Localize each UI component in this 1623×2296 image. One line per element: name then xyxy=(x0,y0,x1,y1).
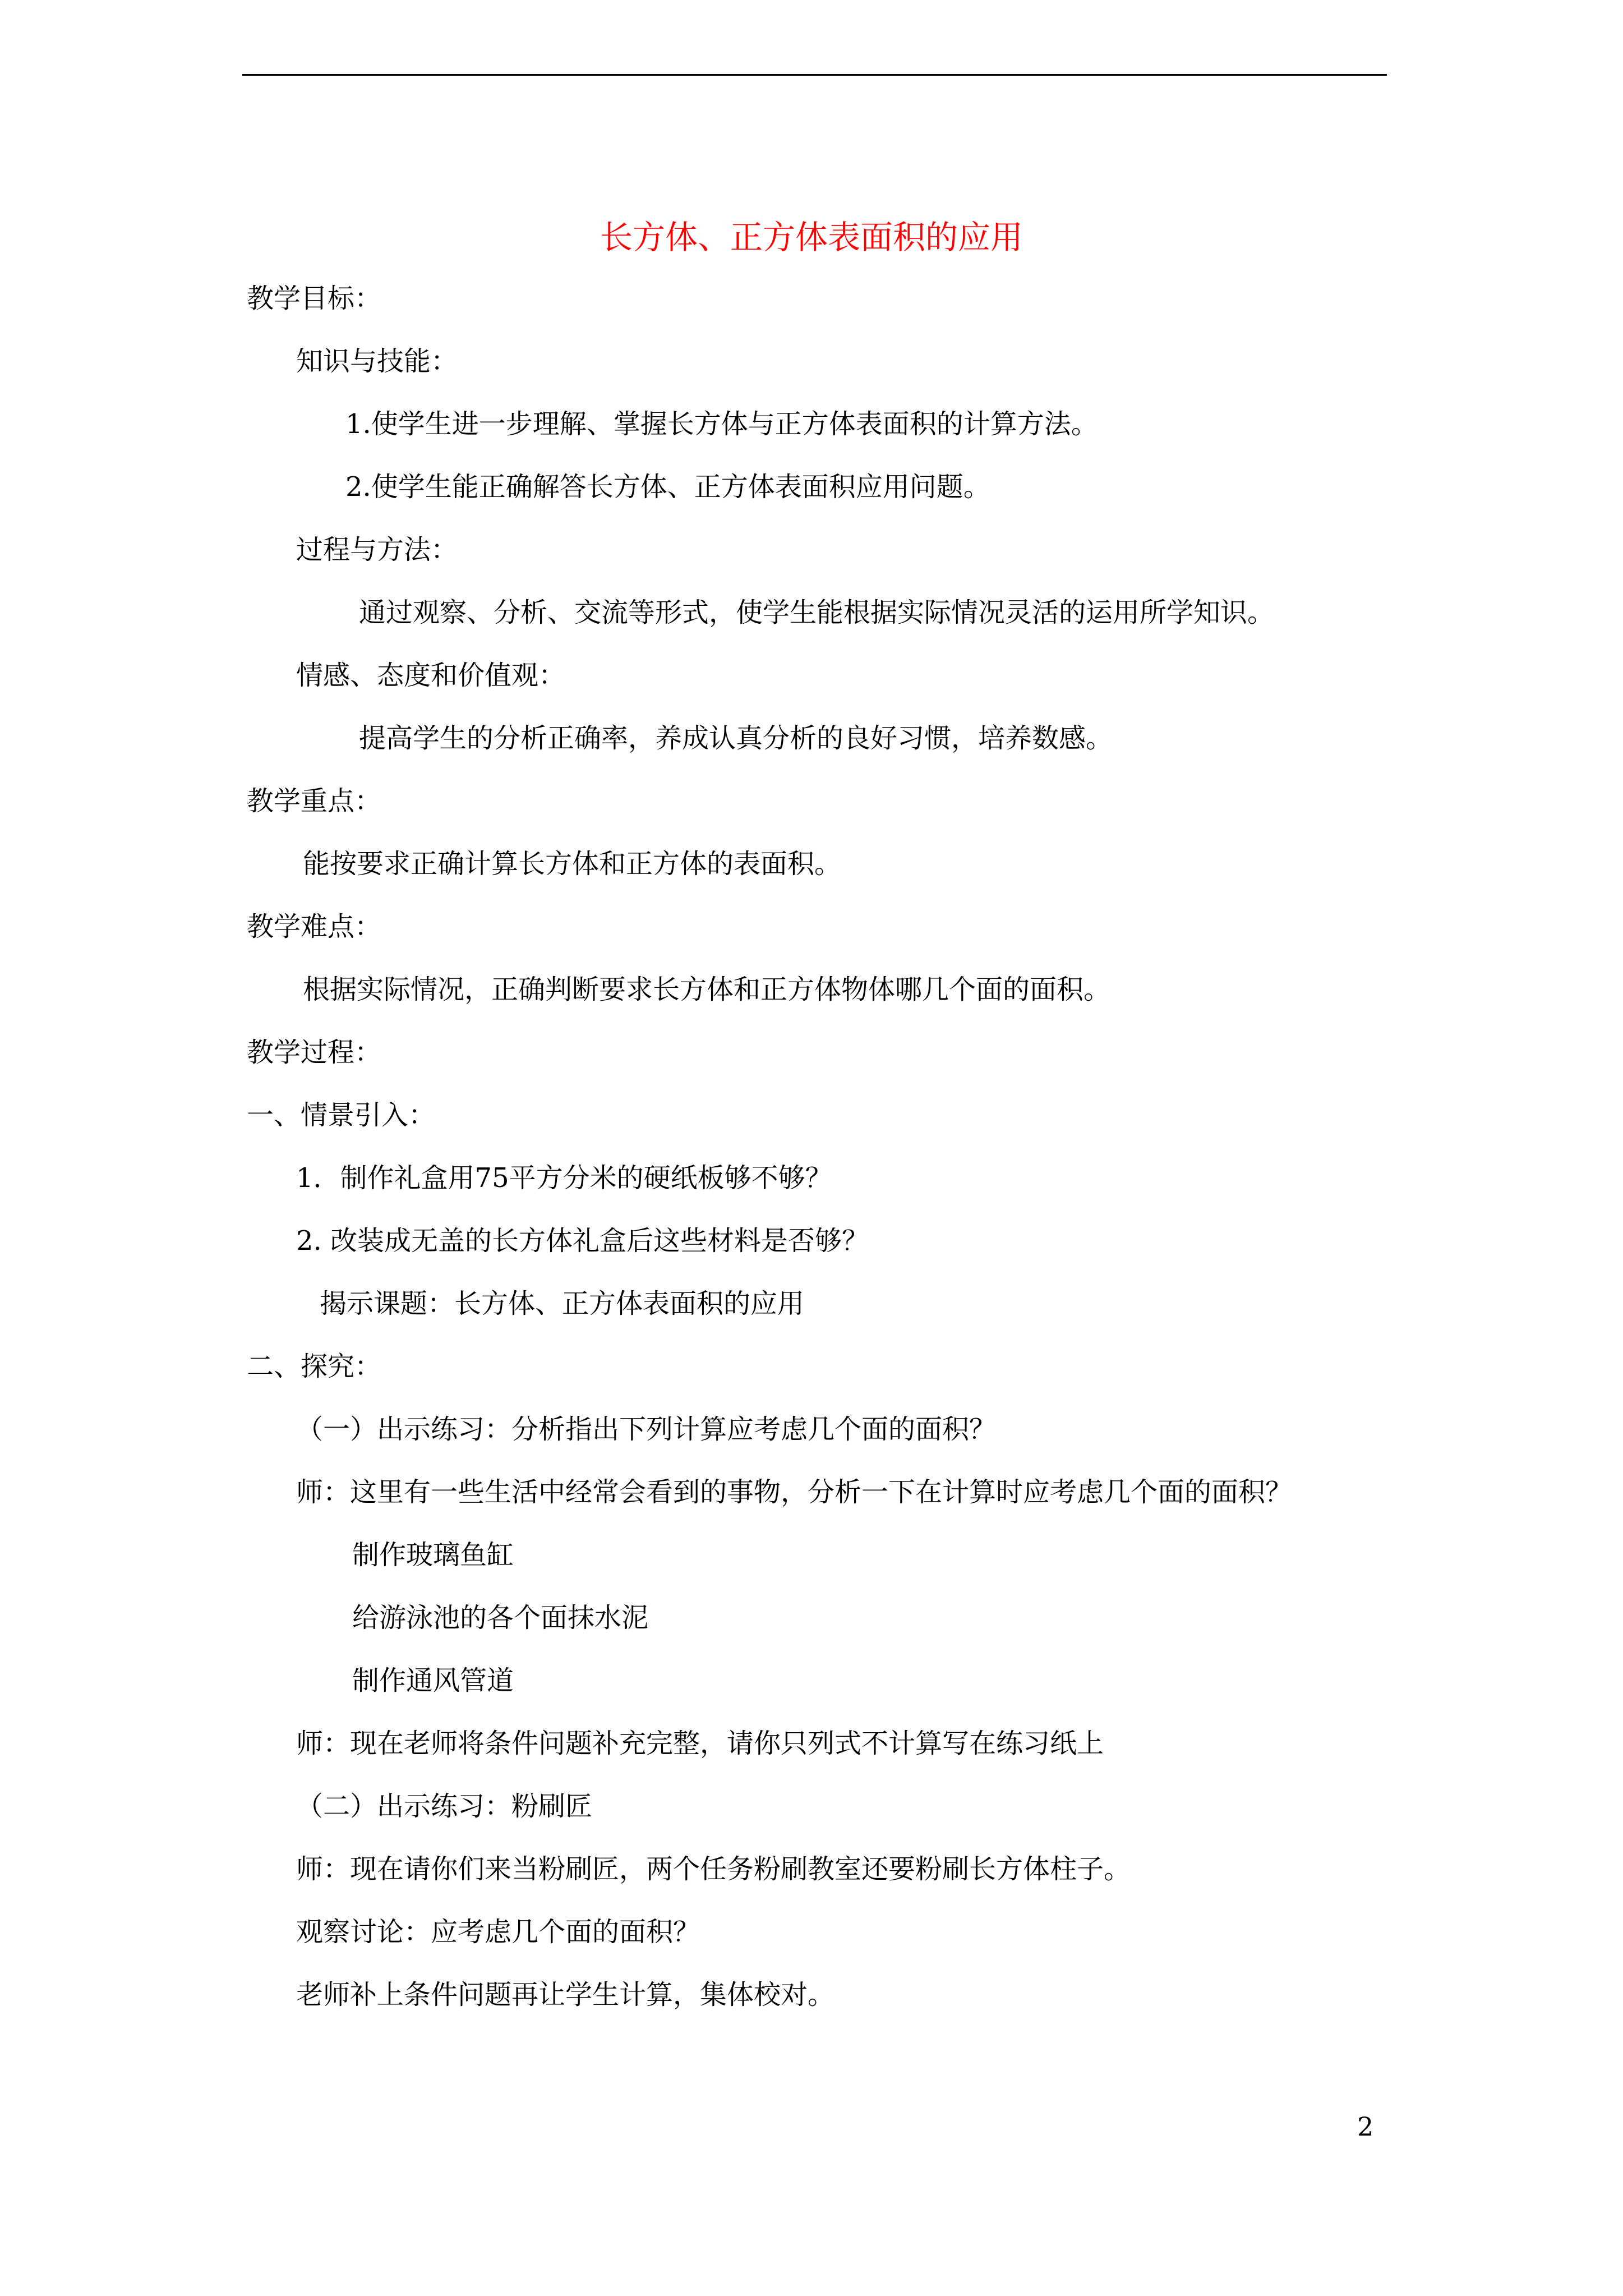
header-rule xyxy=(242,74,1387,76)
section-heading-difficulty: 教学难点： xyxy=(247,911,382,942)
objective-item-2: 2.使学生能正确解答长方体、正方体表面积应用问题。 xyxy=(345,471,990,503)
discussion-prompt: 观察讨论：应考虑几个面的面积？ xyxy=(296,1916,700,1948)
subheading-knowledge: 知识与技能： xyxy=(296,346,458,377)
exercise-one-heading: （一）出示练习：分析指出下列计算应考虑几个面的面积？ xyxy=(296,1414,997,1445)
section-heading-key-point: 教学重点： xyxy=(247,785,382,817)
part-one-heading: 一、情景引入： xyxy=(247,1099,436,1131)
page-number: 2 xyxy=(1357,2111,1374,2142)
teacher-prompt-3: 师：现在请你们来当粉刷匠，两个任务粉刷教室还要粉刷长方体柱子。 xyxy=(296,1853,1131,1885)
section-heading-objectives: 教学目标： xyxy=(247,283,382,314)
teacher-action: 老师补上条件问题再让学生计算，集体校对。 xyxy=(296,1979,835,2010)
subheading-attitude: 情感、态度和价值观： xyxy=(296,660,566,691)
objective-item-1: 1.使学生进一步理解、掌握长方体与正方体表面积的计算方法。 xyxy=(345,408,1098,440)
section-heading-process: 教学过程： xyxy=(247,1037,382,1068)
intro-question-1: 1．制作礼盒用75平方分米的硬纸板够不够？ xyxy=(296,1162,832,1194)
exercise-two-heading: （二）出示练习：粉刷匠 xyxy=(296,1791,593,1822)
teacher-prompt-2: 师：现在老师将条件问题补充完整，请你只列式不计算写在练习纸上 xyxy=(296,1728,1104,1759)
intro-question-2: 2. 改装成无盖的长方体礼盒后这些材料是否够？ xyxy=(296,1225,869,1257)
example-item-fish-tank: 制作玻璃鱼缸 xyxy=(352,1539,514,1571)
example-item-pool: 给游泳池的各个面抹水泥 xyxy=(352,1602,649,1634)
process-text: 通过观察、分析、交流等形式，使学生能根据实际情况灵活的运用所学知识。 xyxy=(359,597,1275,628)
key-point-text: 能按要求正确计算长方体和正方体的表面积。 xyxy=(303,848,842,880)
example-item-duct: 制作通风管道 xyxy=(352,1665,514,1696)
page-title: 长方体、正方体表面积的应用 xyxy=(600,218,1023,256)
topic-reveal: 揭示课题：长方体、正方体表面积的应用 xyxy=(320,1288,805,1319)
difficulty-text: 根据实际情况，正确判断要求长方体和正方体物体哪几个面的面积。 xyxy=(303,974,1111,1005)
part-two-heading: 二、探究： xyxy=(247,1351,382,1382)
subheading-process: 过程与方法： xyxy=(296,534,458,565)
attitude-text: 提高学生的分析正确率，养成认真分析的良好习惯，培养数感。 xyxy=(359,723,1113,754)
teacher-prompt-1: 师：这里有一些生活中经常会看到的事物，分析一下在计算时应考虑几个面的面积？ xyxy=(296,1476,1293,1508)
